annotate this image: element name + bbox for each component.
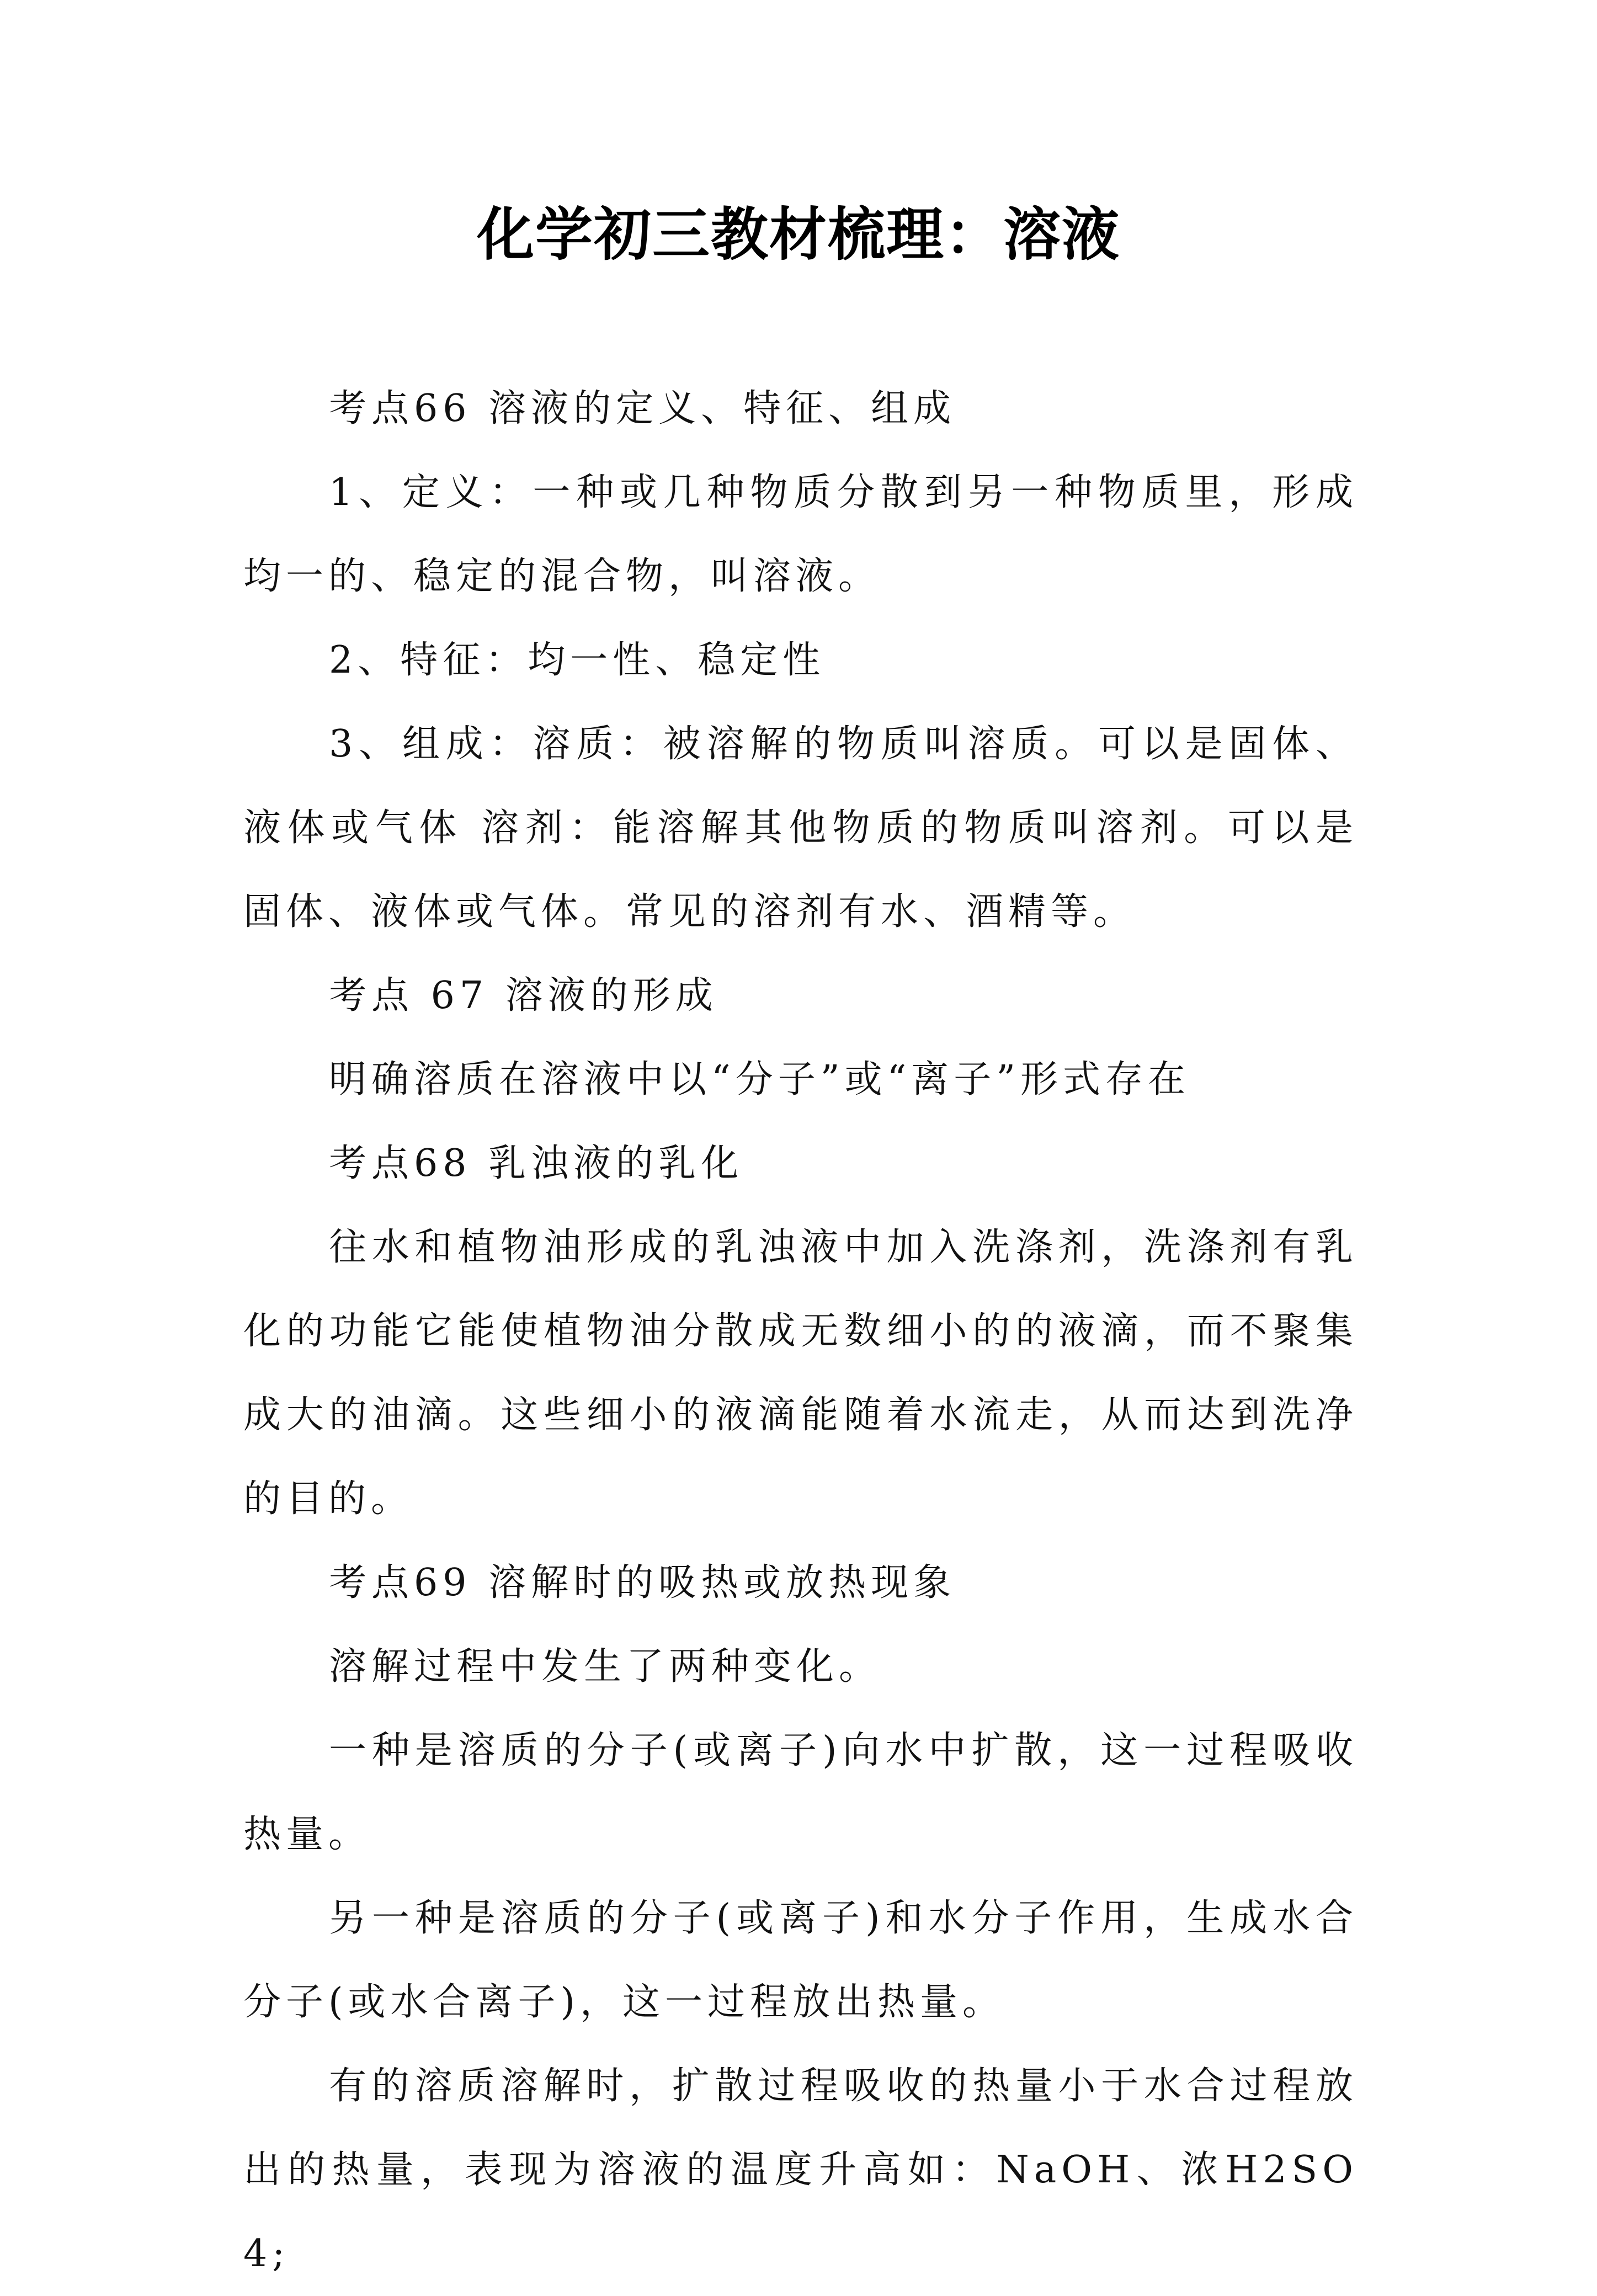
- paragraph-formation: 明确溶质在溶液中以“分子”或“离子”形式存在: [329, 1058, 1191, 1101]
- heading-kaodian-68: 考点68 乳浊液的乳化: [329, 1142, 744, 1185]
- paragraph-features: 2、特征：均一性、稳定性: [329, 638, 826, 682]
- paragraph-definition: 1、定义：一种或几种物质分散到另一种物质里，形成均一的、稳定的混合物，叫溶液。: [243, 471, 1358, 598]
- paragraph-composition: 3、组成：溶质：被溶解的物质叫溶质。可以是固体、液体或气体 溶剂：能溶解其他物质的物质叫溶剂。可以是固体、液体或气体。常见的溶剂有水、酒精等。: [243, 722, 1358, 934]
- heading-kaodian-66: 考点66 溶液的定义、特征、组成: [329, 387, 956, 430]
- paragraph-emulsification: 往水和植物油形成的乳浊液中加入洗涤剂，洗涤剂有乳化的功能它能使植物油分散成无数细小的的液滴，而不聚集成大的油滴。这些细小的液滴能随着水流走，从而达到洗净的目的。: [243, 1226, 1358, 1521]
- paragraph-diffusion: 一种是溶质的分子(或离子)向水中扩散，这一过程吸收热量。: [243, 1729, 1358, 1856]
- paragraph-temperature-rise: 有的溶质溶解时，扩散过程吸收的热量小于水合过程放出的热量，表现为溶液的温度升高如：NaOH、浓H2SO4;: [243, 2064, 1358, 2276]
- paragraph-hydration: 另一种是溶质的分子(或离子)和水分子作用，生成水合分子(或水合离子)，这一过程放出热量。: [243, 1897, 1358, 2024]
- heading-kaodian-69: 考点69 溶解时的吸热或放热现象: [329, 1561, 956, 1605]
- heading-kaodian-67: 考点 67 溶液的形成: [329, 974, 718, 1018]
- document-body: [243, 367, 1358, 2296]
- document-title: 化学初三教材梳理：溶液: [476, 201, 1120, 268]
- paragraph-two-changes: 溶解过程中发生了两种变化。: [329, 1645, 882, 1688]
